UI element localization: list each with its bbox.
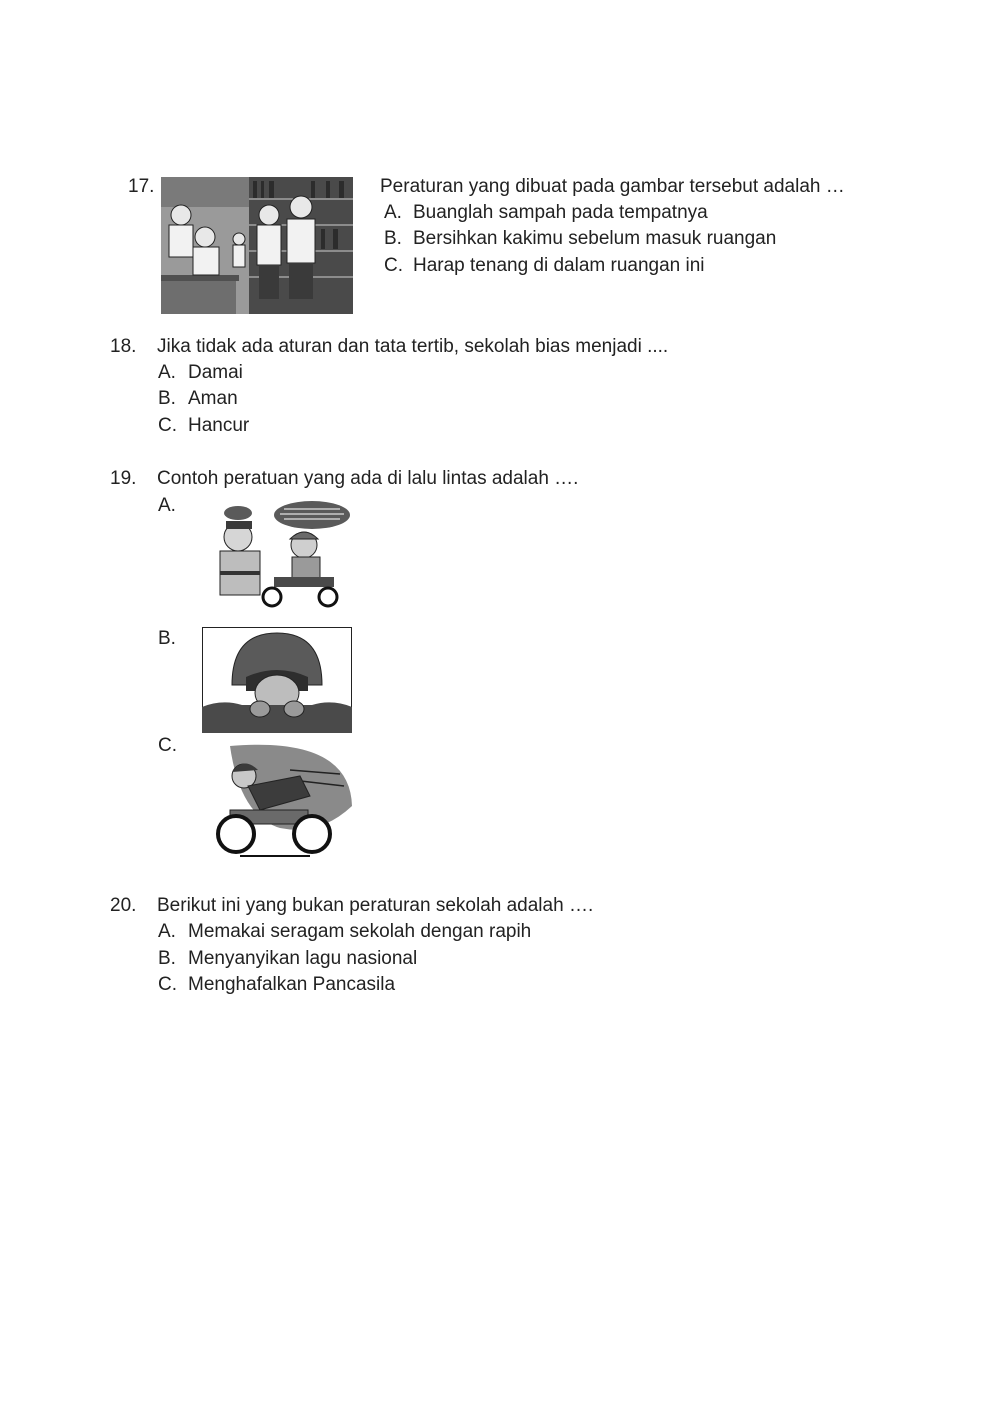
helmet-strap-icon <box>202 627 352 733</box>
question-18-option-b-text[interactable]: Aman <box>188 388 238 409</box>
question-17-option-a-letter[interactable]: A. <box>384 202 402 223</box>
question-19-option-c-letter[interactable]: C. <box>158 735 177 756</box>
question-18-option-a-letter[interactable]: A. <box>158 362 176 383</box>
question-20-option-a-letter[interactable]: A. <box>158 921 176 942</box>
question-18-option-a-text[interactable]: Damai <box>188 362 243 383</box>
question-20-number: 20. <box>110 895 137 916</box>
question-18-number: 18. <box>110 336 137 357</box>
question-19-option-b-letter[interactable]: B. <box>158 628 176 649</box>
question-18-option-c-text[interactable]: Hancur <box>188 415 250 436</box>
question-18-option-c-letter[interactable]: C. <box>158 415 177 436</box>
question-18-option-b-letter[interactable]: B. <box>158 388 176 409</box>
question-17-option-a-text[interactable]: Buanglah sampah pada tempatnya <box>413 202 708 223</box>
speeding-motorcyclist-icon <box>200 736 354 862</box>
question-20-option-b-text[interactable]: Menyanyikan lagu nasional <box>188 948 418 969</box>
question-19-text: Contoh peratuan yang ada di lalu lintas adalah …. <box>157 468 579 489</box>
question-19-option-b-image[interactable] <box>202 627 352 733</box>
question-17-number: 17. <box>128 176 155 197</box>
question-17-option-b-letter[interactable]: B. <box>384 228 402 249</box>
library-students-icon <box>161 177 353 314</box>
question-17-option-c-text[interactable]: Harap tenang di dalam ruangan ini <box>413 255 705 276</box>
question-17-text: Peraturan yang dibuat pada gambar tersebut adalah … <box>380 176 845 197</box>
question-17-option-c-letter[interactable]: C. <box>384 255 403 276</box>
question-19-option-a-letter[interactable]: A. <box>158 495 176 516</box>
question-19-option-c-image[interactable] <box>200 736 354 862</box>
police-stopping-motorcyclist-icon <box>200 499 352 608</box>
library-students-image <box>161 177 353 314</box>
question-20-option-c-letter[interactable]: C. <box>158 974 177 995</box>
question-18-text: Jika tidak ada aturan dan tata tertib, sekolah bias menjadi .... <box>157 336 669 357</box>
question-20-option-b-letter[interactable]: B. <box>158 948 176 969</box>
question-17-option-b-text[interactable]: Bersihkan kakimu sebelum masuk ruangan <box>413 228 777 249</box>
question-20-option-a-text[interactable]: Memakai seragam sekolah dengan rapih <box>188 921 532 942</box>
question-19-option-a-image[interactable] <box>200 499 352 608</box>
question-20-option-c-text[interactable]: Menghafalkan Pancasila <box>188 974 396 995</box>
question-20-text: Berikut ini yang bukan peraturan sekolah adalah …. <box>157 895 594 916</box>
question-19-number: 19. <box>110 468 137 489</box>
